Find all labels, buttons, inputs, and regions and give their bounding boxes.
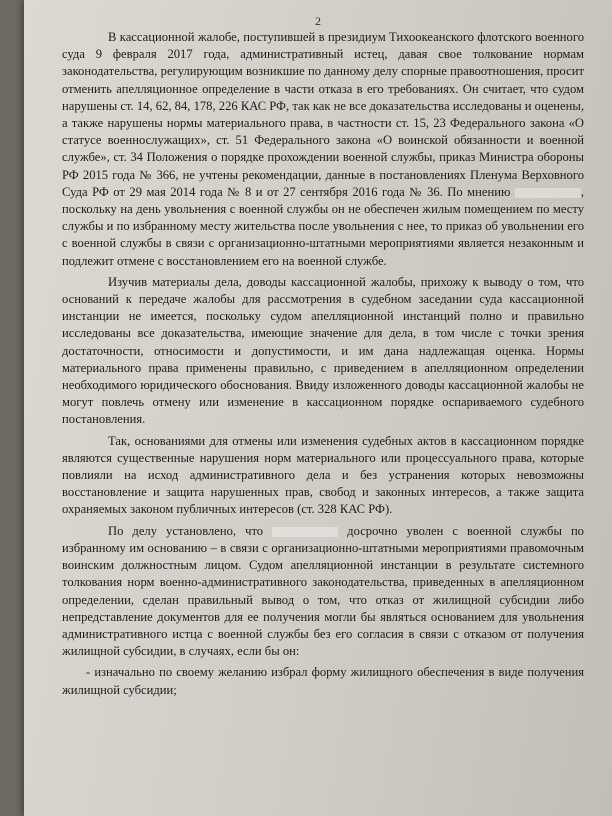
document-page	[24, 0, 612, 816]
paragraph-2: Изучив материалы дела, доводы кассационной жалобы, прихожу к выводу о том, что оснований к передаче жалобы для рассмотрения в судебном заседании суда кассационной инстанции не имеется, поскольку судом апелляционной инстанций полно и правильно исследованы все доказательства, имеющие значение для дела, в том числе с точки зрения достаточности, относимости и допустимости, и им дана надлежащая оценка. Нормы материального права применены правильно, с приведением в апелляционном определении необходимого юридического обоснования. Ввиду изложенного доводы кассационной жалобы не могут повлечь отмену или изменение в кассационном порядке оспариваемого судебного постановления.	[62, 274, 584, 427]
paragraph-1	[62, 29, 584, 270]
page-number: 2	[315, 14, 321, 28]
paragraph-4-text: По делу установлено, что	[108, 523, 264, 538]
list-item: - изначально по своему желанию избрал форму жилищного обеспечения в виде получения жилищной субсидии;	[62, 665, 584, 697]
paragraph-3: Так, основаниями для отмены или изменения судебных актов в кассационном порядке являются существенные нарушения норм материального или процессуального права, которые повлияли на исход административного дела и без устранения которых невозможны восстановление и защита нарушенных прав, свобод и законных интересов, а также защита охраняемых законом публичных интересов (ст. 328 КАС РФ).	[62, 433, 584, 517]
document-body	[62, 29, 584, 703]
paragraph-4-tail: досрочно уволен с военной службы по избранному им основанию – в связи с организационно-штатными мероприятиями правомочным воинским должностным лицом. Судом апелляционной инстанции в результате системного толкования норм военно-административного законодательства, приведенных в апелляционном определении, сделан правильный вывод о том, что отказ от жилищной субсидии либо непредставление документов для ее получения могли бы являться основанием для увольнения административного истца с военной службы без его согласия в связи с отказом от получения жилищной субсидии, в случаях, если бы он:	[62, 523, 584, 659]
paragraph-1-tail: , поскольку на день увольнения с военной службы он не обеспечен жилым помещением по месту службы и по избранному месту жительства после увольнения с нее, то приказ об увольнении его с военной службы в связи с организационно-штатными мероприятиями является незаконным и подлежит отмене с восстановлением его на военной службе.	[62, 184, 584, 268]
redacted-name	[272, 527, 338, 537]
paragraph-1-text: В кассационной жалобе, поступившей в президиум Тихоокеанского флотского военного суда 9 февраля 2017 года, административный истец, давая свое толкование нормам законодательства, регулирующим возникшие по данному делу спорные правоотношения, просит отменить апелляционное определение в части отказа в его требованиях. Он считает, что судом нарушены ст. 14, 62, 84, 178, 226 КАС РФ, так как не все доказательства исследованы и оценены, а также нарушены нормы материального права, в частности ст. 15, 23 Федерального закона «О статусе военнослужащих», ст. 51 Федерального закона «О воинской обязанности и военной службе», ст. 34 Положения о порядке прохождении военной службы, приказ Министра обороны РФ 2015 года № 366, не учтены рекомендации, данные в постановлениях Пленума Верховного Суда РФ от 29 мая 2014 года № 8 и от 27 сентября 2016 года № 36. По мнению	[62, 30, 584, 199]
paragraph-4	[62, 523, 584, 661]
redacted-name	[515, 188, 581, 198]
